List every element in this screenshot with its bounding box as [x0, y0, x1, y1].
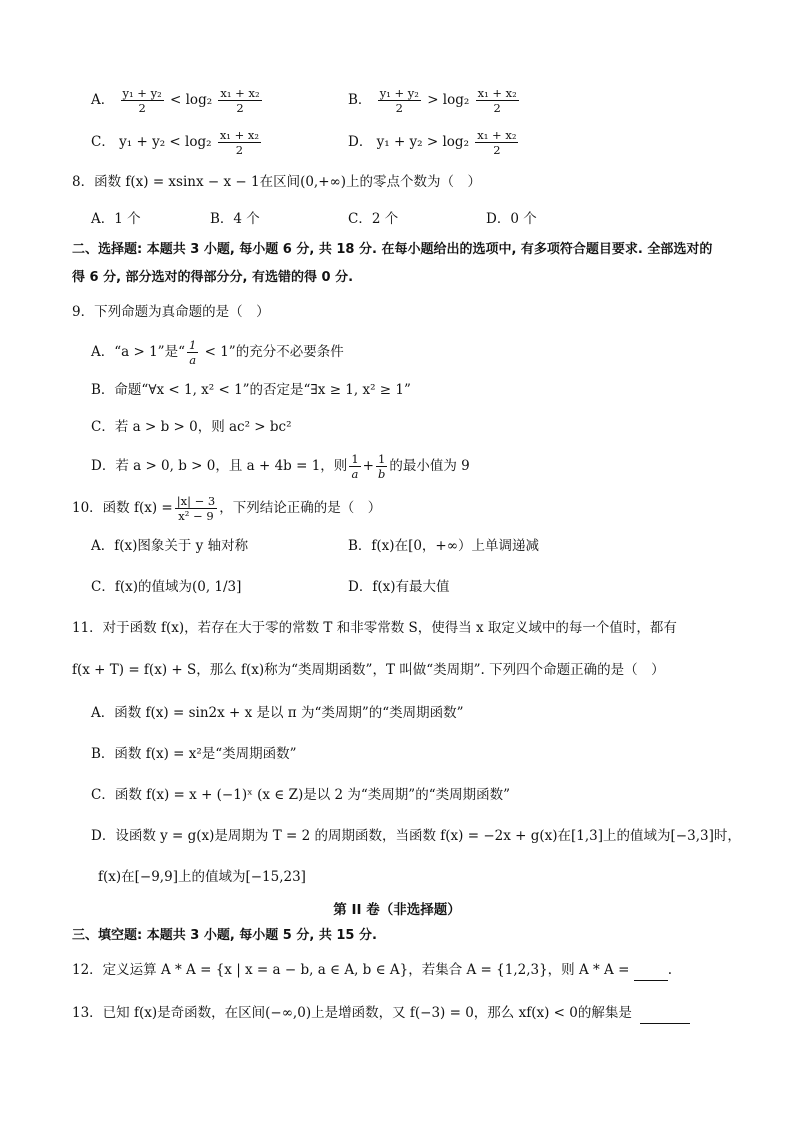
q11-option-a: A．函数 f(x) = sin2x + x 是以 π 为“类周期”的“类周期函数” — [91, 705, 464, 721]
section2-heading-line2: 得 6 分, 部分选对的得部分分, 有选错的得 0 分. — [72, 270, 354, 285]
fraction: $\frac{\text{x₁ + x₂}}{2}$ — [220, 86, 260, 115]
fraction: $\frac{\text{x₁ + x₂}}{2}$ — [219, 128, 259, 157]
q8-option-a: A．1 个 — [91, 211, 141, 227]
part2-title: 第 II 卷（非选择题） — [333, 902, 461, 918]
q11-option-d-line1: D．设函数 y = g(x)是周期为 T = 2 的周期函数，当函数 f(x) = −2x + g(x)在[1,3]上的值域为[−3,3]时， — [91, 828, 741, 844]
q10-option-a: A．f(x)图象关于 y 轴对称 — [91, 538, 249, 554]
q8-option-d: D．0 个 — [486, 211, 537, 227]
q7-option-d: D． y₁ + y₂ > log₂ $\frac{\text{x₁ + x₂}}{2}$ — [348, 128, 517, 157]
q9-option-c: C．若 a > b > 0，则 ac² > bc² — [91, 419, 292, 435]
answer-blank[interactable] — [640, 1003, 690, 1024]
section2-heading-line1: 二、选择题: 本题共 3 小题, 每小题 6 分, 共 18 分. 在每小题给出的选项中, 有多项符合题目要求. 全部选对的 — [72, 242, 713, 257]
fraction: $\frac{1}{b}$ — [377, 452, 386, 481]
q13-stem: 13．已知 f(x)是奇函数，在区间(−∞,0)上是增函数，又 f(−3) = 0，那么 xf(x) < 0的解集是 — [72, 1003, 690, 1024]
fraction: $\frac{\text{y₁ + y₂}}{2}$ — [379, 86, 419, 115]
q12-stem: 12．定义运算 A * A = {x | x = a − b, a ∈ A, b ∈ A}，若集合 A = {1,2,3}，则 A * A = . — [72, 960, 672, 981]
fraction: $\frac{1}{a}$ — [351, 452, 359, 481]
fraction: $\frac{1}{a}$ — [189, 338, 197, 367]
fraction: $\frac{\text{x₁ + x₂}}{2}$ — [477, 86, 517, 115]
q7-option-a: A． $\frac{\text{y₁ + y₂}}{2}$ < log₂ $\frac{\text{x₁ + x₂}}{2}$ — [91, 86, 260, 115]
answer-blank[interactable] — [634, 960, 668, 981]
q7-option-b: B． $\frac{\text{y₁ + y₂}}{2}$ > log₂ $\frac{\text{x₁ + x₂}}{2}$ — [348, 86, 517, 115]
q9-option-d: D．若 a > 0, b > 0，且 a + 4b = 1，则 $\frac{1}{a}$ + $\frac{1}{b}$ 的最小值为 9 — [91, 452, 470, 481]
q8-stem: 8．函数 f(x) = xsinx − x − 1在区间(0,+∞)上的零点个数为（ ） — [72, 174, 482, 190]
q10-option-d: D．f(x)有最大值 — [348, 579, 450, 595]
q11-option-d-line2: f(x)在[−9,9]上的值域为[−15,23] — [98, 869, 306, 885]
q9-option-b: B．命题“∀x < 1, x² < 1”的否定是“∃x ≥ 1, x² ≥ 1” — [91, 382, 411, 398]
q11-option-c: C．函数 f(x) = x + (−1)ˣ (x ∈ Z)是以 2 为“类周期”的“类周期函数” — [91, 787, 510, 803]
q11-stem-line1: 11．对于函数 f(x)，若存在大于零的常数 T 和非零常数 S，使得当 x 取定义域中的每一个值时，都有 — [72, 620, 677, 636]
fraction: $\frac{|x| - 3}{\text{x² − 9}}$ — [176, 494, 216, 523]
fraction: $\frac{\text{x₁ + x₂}}{2}$ — [477, 128, 517, 157]
q9-stem: 9．下列命题为真命题的是（ ） — [72, 304, 270, 320]
q10-option-c: C．f(x)的值域为(0, 1/3] — [91, 579, 242, 595]
q11-stem-line2: f(x + T) = f(x) + S，那么 f(x)称为“类周期函数”，T 叫做“类周期”. 下列四个命题正确的是（ ） — [72, 662, 665, 678]
q9-option-a: A．“a > 1”是“ $\frac{1}{a}$ < 1”的充分不必要条件 — [91, 338, 344, 367]
q10-stem: 10．函数 f(x) = $\frac{|x| - 3}{\text{x² − 9}}$ ，下列结论正确的是（ ） — [72, 494, 382, 523]
q7-option-c: C． y₁ + y₂ < log₂ $\frac{\text{x₁ + x₂}}{2}$ — [91, 128, 259, 157]
q10-option-b: B．f(x)在[0，+∞）上单调递减 — [348, 538, 539, 554]
q11-option-b: B．函数 f(x) = x²是“类周期函数” — [91, 746, 297, 762]
section3-heading: 三、填空题: 本题共 3 小题, 每小题 5 分, 共 15 分. — [72, 928, 377, 943]
q8-option-c: C．2 个 — [348, 211, 399, 227]
fraction: $\frac{\text{y₁ + y₂}}{2}$ — [122, 86, 162, 115]
q8-option-b: B．4 个 — [210, 211, 260, 227]
